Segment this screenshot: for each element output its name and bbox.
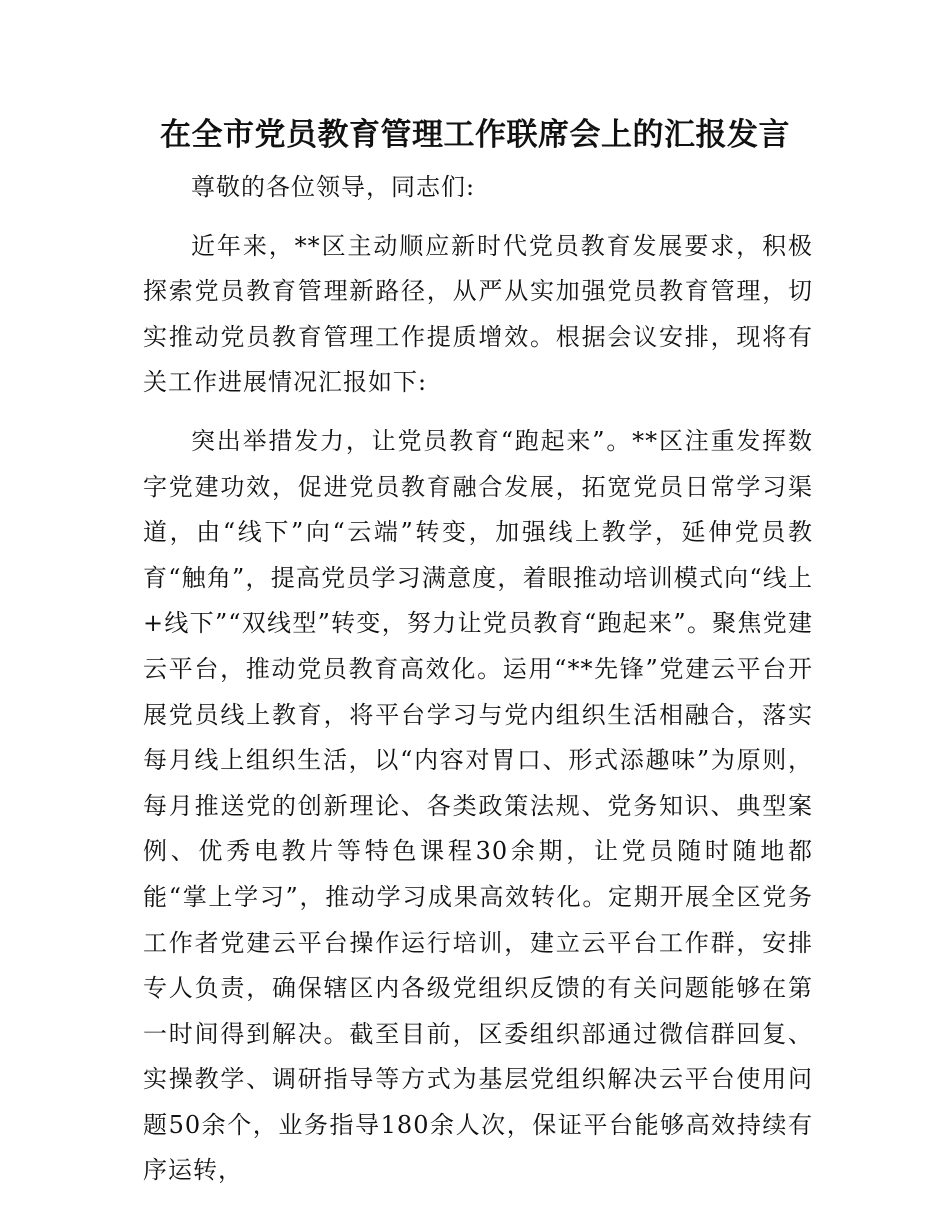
- greeting-line: 尊敬的各位领导，同志们:: [191, 173, 476, 201]
- paragraph-section-one: 突出举措发力，让党员教育“跑起来”。**区注重发挥数字党建功效，促进党员教育融合发展，拓宽党员日常学习渠道，由“线下”向“云端”转变，加强线上教学，延伸党员教育“触角”，提高党员学习满意度，着眼推动培训模式向“线上+线下”“双线型”转变，努力让党员教育“跑起来”。聚焦党建云平台，推动党员教育高效化。运用“**先锋”党建云平台开展党员线上教育，将平台学习与党内组织生活相融合，落实每月线上组织生活，以“内容对胃口、形式添趣味”为原则，每月推送党的创新理论、各类政策法规、党务知识、典型案例、优秀电教片等特色课程30余期，让党员随时随地都能“掌上学习”，推动学习成果高效转化。定期开展全区党务工作者党建云平台操作运行培训，建立云平台工作群，安排专人负责，确保辖区内各级党组织反馈的有关问题能够在第一时间得到解决。截至目前，区委组织部通过微信群回复、实操教学、调研指导等方式为基层党组织解决云平台使用问题50余个，业务指导180余人次，保证平台能够高效持续有序运转，: [143, 426, 813, 1185]
- document-title: 在全市党员教育管理工作联席会上的汇报发言: [160, 117, 790, 153]
- paragraph-intro: 近年来，**区主动顺应新时代党员教育发展要求，积极探索党员教育管理新路径，从严从实加强党员教育管理，切实推动党员教育管理工作提质增效。根据会议安排，现将有关工作进展情况汇报如下:: [143, 231, 813, 397]
- document-body: [143, 165, 813, 1194]
